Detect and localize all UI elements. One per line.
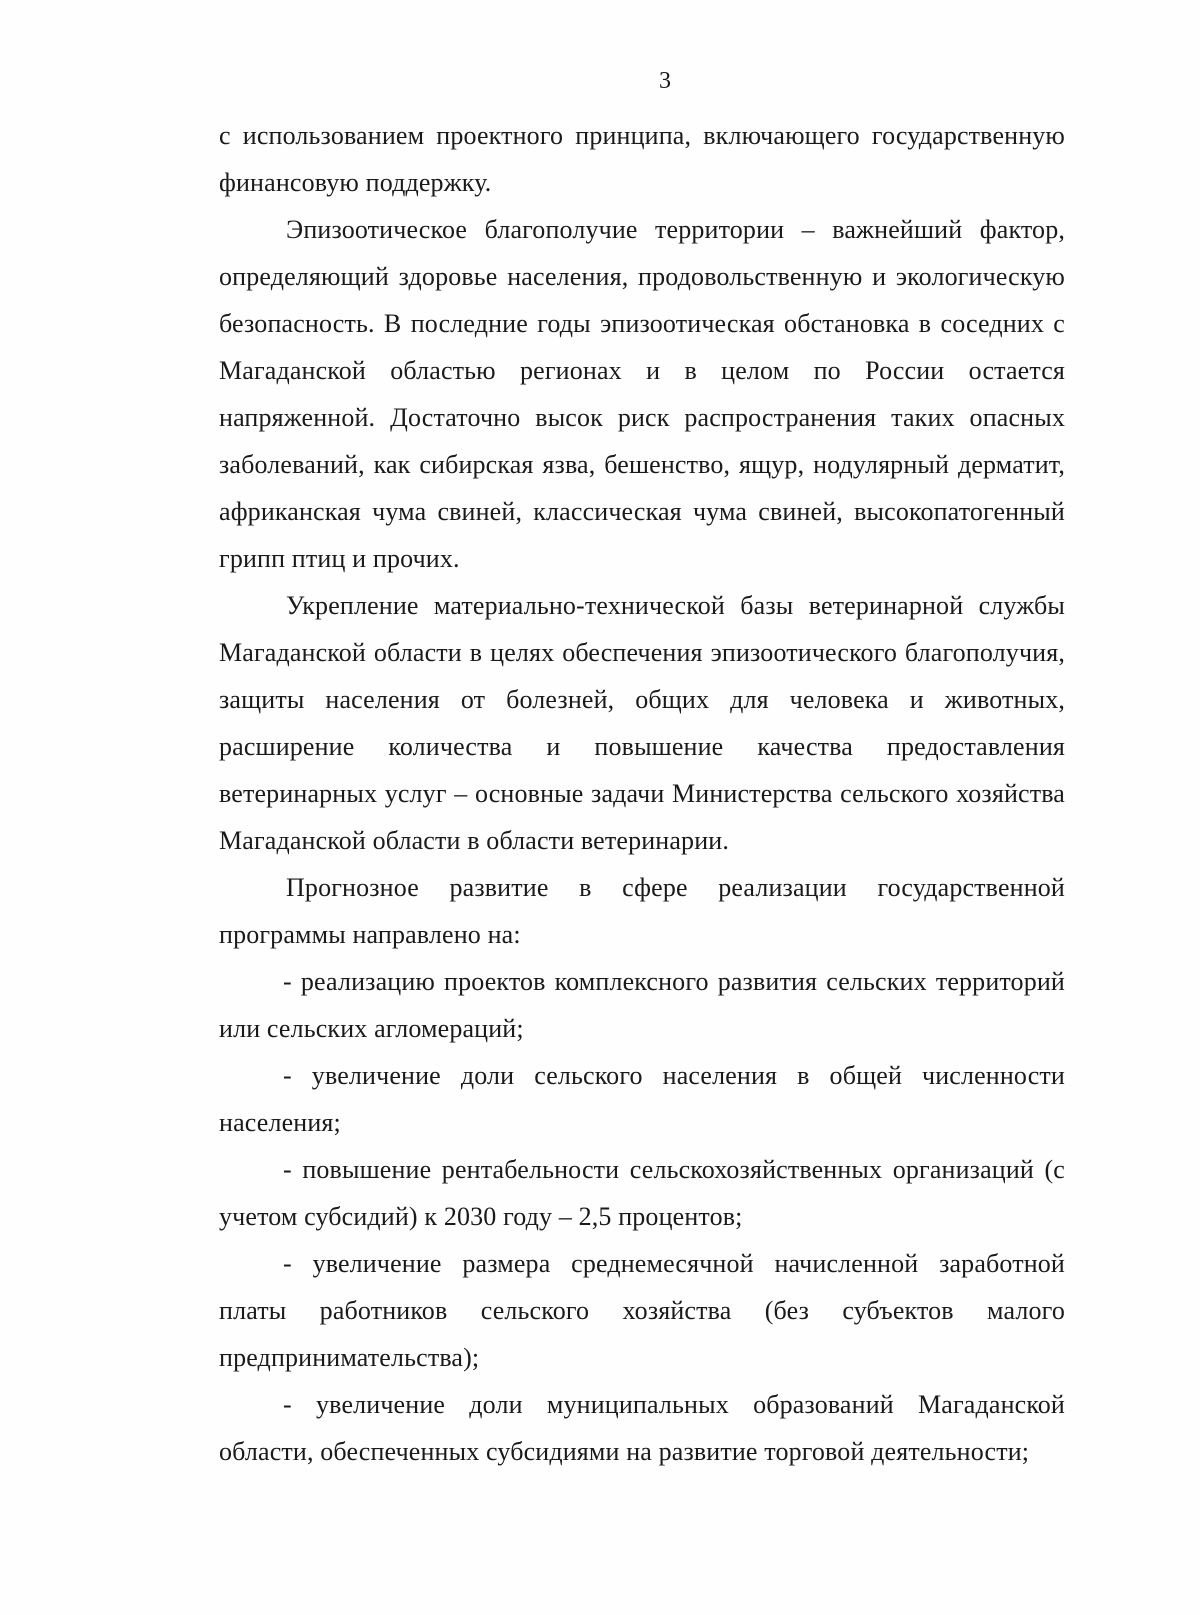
paragraph-epizootic-wellbeing: Эпизоотическое благополучие территории – важнейший фактор, определяющий здоровье населения, продовольственную и экологическую безопасность. В последние годы эпизоотическая обстановка в соседних с Магаданской областью регионах и в целом по России остается напряженной. Достаточно высок риск распространения таких опасных заболеваний, как сибирская язва, бешенство, ящур, нодулярный дерматит, африканская чума свиней, классическая чума свиней, высокопатогенный грипп птиц и прочих.	[219, 215, 1065, 573]
list-item: - увеличение размера среднемесячной начисленной заработной платы работников сельского хозяйства (без субъектов малого предпринимательства);	[219, 1249, 1065, 1372]
list-item: - увеличение доли сельского населения в общей численности населения;	[219, 1061, 1065, 1137]
page-number: 3	[659, 68, 671, 94]
list-item: - увеличение доли муниципальных образований Магаданской области, обеспеченных субсидиями на развитие торговой деятельности;	[219, 1390, 1065, 1466]
document-body	[219, 112, 1065, 1475]
list-item: - повышение рентабельности сельскохозяйственных организаций (с учетом субсидий) к 2030 году – 2,5 процентов;	[219, 1155, 1065, 1231]
list-item: - реализацию проектов комплексного развития сельских территорий или сельских агломераций;	[219, 967, 1065, 1043]
paragraph-forecast-development: Прогнозное развитие в сфере реализации государственной программы направлено на:	[219, 873, 1065, 949]
paragraph-continuation: с использованием проектного принципа, включающего государственную финансовую поддержку.	[219, 121, 1065, 197]
paragraph-veterinary-service: Укрепление материально-технической базы ветеринарной службы Магаданской области в целях обеспечения эпизоотического благополучия, защиты населения от болезней, общих для человека и животных, расширение количества и повышение качества предоставления ветеринарных услуг – основные задачи Министерства сельского хозяйства Магаданской области в области ветеринарии.	[219, 591, 1065, 855]
